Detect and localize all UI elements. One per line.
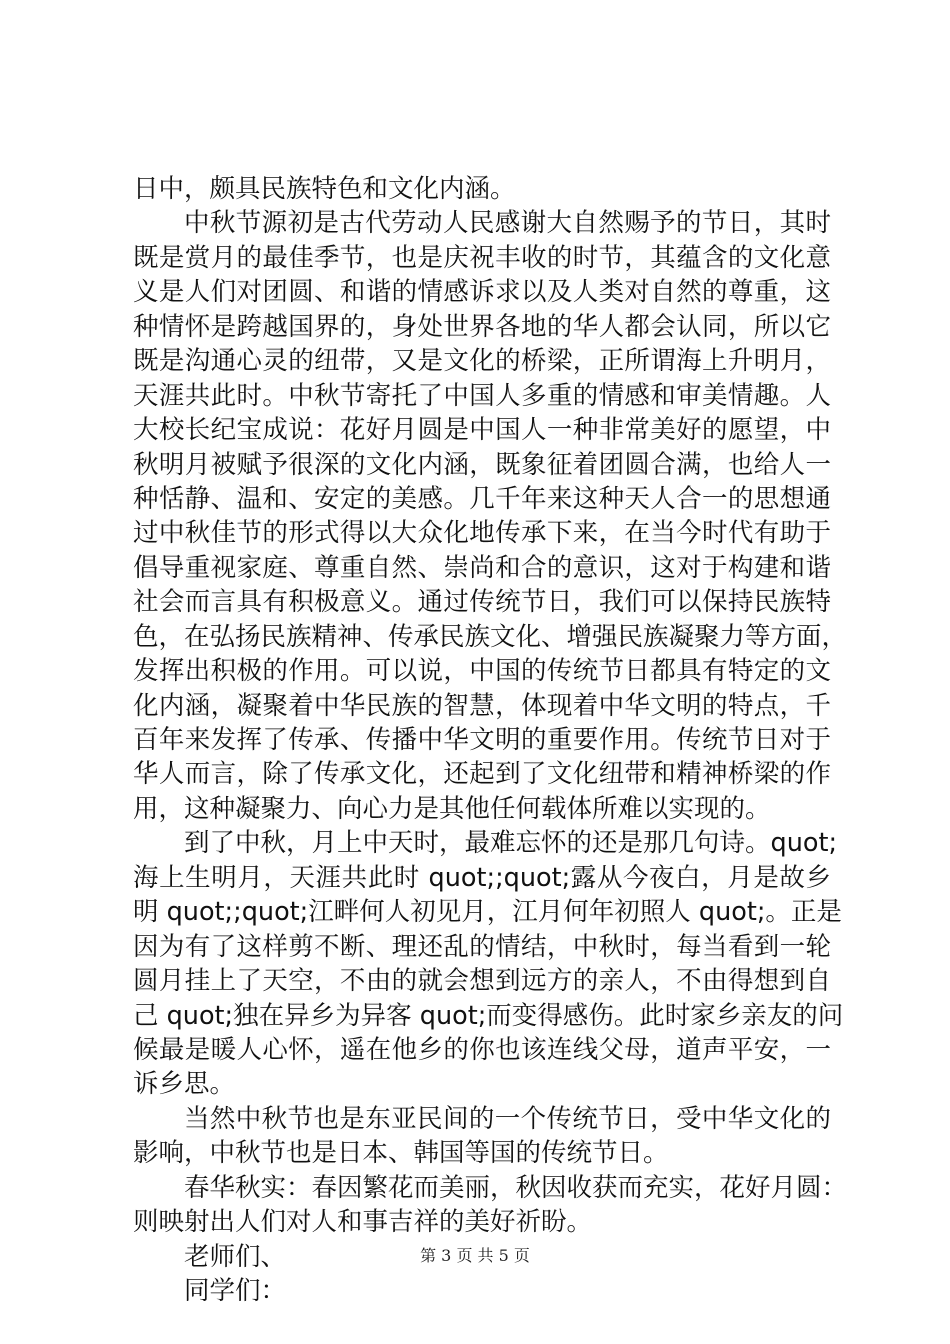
text-line: 义是人们对团圆、和谐的情感诉求以及人类对自然的尊重，这 bbox=[133, 277, 831, 308]
text-line: 秋明月被赋予很深的文化内涵，既象征着团圆合满，也给人一 bbox=[133, 449, 831, 480]
text-line: 倡导重视家庭、尊重自然、崇尚和合的意识，这对于构建和谐 bbox=[133, 552, 831, 583]
text-line: 当然中秋节也是东亚民间的一个传统节日，受中华文化的 bbox=[184, 1103, 831, 1134]
text-line: 既是赏月的最佳季节，也是庆祝丰收的时节，其蕴含的文化意 bbox=[133, 242, 831, 273]
text-line: 化内涵，凝聚着中华民族的智慧，体现着中华文明的特点，千 bbox=[133, 690, 831, 721]
text-line: 明 quot;;quot;江畔何人初见月，江月何年初照人 quot;。正是 bbox=[133, 897, 842, 928]
text-line: 天涯共此时。中秋节寄托了中国人多重的情感和审美情趣。人 bbox=[133, 380, 831, 411]
text-line: 过中秋佳节的形式得以大众化地传承下来，在当今时代有助于 bbox=[133, 518, 831, 549]
text-line: 百年来发挥了传承、传播中华文明的重要作用。传统节日对于 bbox=[133, 725, 831, 755]
text-line: 既是沟通心灵的纽带，又是文化的桥梁，正所谓海上升明月， bbox=[133, 346, 831, 377]
text-line: 同学们： bbox=[184, 1276, 287, 1306]
text-line: 种情怀是跨越国界的，身处世界各地的华人都会认同，所以它 bbox=[133, 311, 831, 342]
text-line: 用，这种凝聚力、向心力是其他任何载体所难以实现的。 bbox=[133, 793, 771, 824]
text-line: 因为有了这样剪不断、理还乱的情结，中秋时，每当看到一轮 bbox=[133, 931, 831, 962]
page-footer: 第 3 页 共 5 页 bbox=[420, 1246, 530, 1265]
text-line: 诉乡思。 bbox=[133, 1069, 236, 1100]
text-line: 圆月挂上了天空，不由的就会想到远方的亲人，不由得想到自 bbox=[133, 966, 831, 997]
text-line: 大校长纪宝成说：花好月圆是中国人一种非常美好的愿望，中 bbox=[133, 415, 831, 446]
text-line: 则映射出人们对人和事吉祥的美好祈盼。 bbox=[133, 1207, 593, 1238]
text-line: 海上生明月，天涯共此时 quot;;quot;露从今夜白，月是故乡 bbox=[133, 862, 831, 893]
text-line: 影响，中秋节也是日本、韩国等国的传统节日。 bbox=[133, 1138, 669, 1169]
text-line: 发挥出积极的作用。可以说，中国的传统节日都具有特定的文 bbox=[133, 656, 831, 687]
text-line: 到了中秋，月上中天时，最难忘怀的还是那几句诗。quot; bbox=[184, 828, 838, 859]
text-line: 日中，颇具民族特色和文化内涵。 bbox=[133, 174, 516, 204]
text-line: 己 quot;独在异乡为异客 quot;而变得感伤。此时家乡亲友的问 bbox=[133, 1000, 844, 1031]
text-line: 社会而言具有积极意义。通过传统节日，我们可以保持民族特 bbox=[133, 587, 831, 618]
text-line: 华人而言，除了传承文化，还起到了文化纽带和精神桥梁的作 bbox=[133, 759, 831, 790]
text-line: 色，在弘扬民族精神、传承民族文化、增强民族凝聚力等方面， bbox=[133, 621, 848, 652]
document-body bbox=[133, 172, 848, 1308]
text-line: 候最是暖人心怀，遥在他乡的你也该连线父母，道声平安，一 bbox=[133, 1034, 831, 1065]
text-line: 老师们、 bbox=[184, 1241, 287, 1272]
text-line: 春华秋实：春因繁花而美丽，秋因收获而充实，花好月圆： bbox=[184, 1172, 848, 1203]
text-line: 种恬静、温和、安定的美感。几千年来这种天人合一的思想通 bbox=[133, 483, 831, 514]
text-line: 中秋节源初是古代劳动人民感谢大自然赐予的节日，其时 bbox=[184, 208, 831, 239]
